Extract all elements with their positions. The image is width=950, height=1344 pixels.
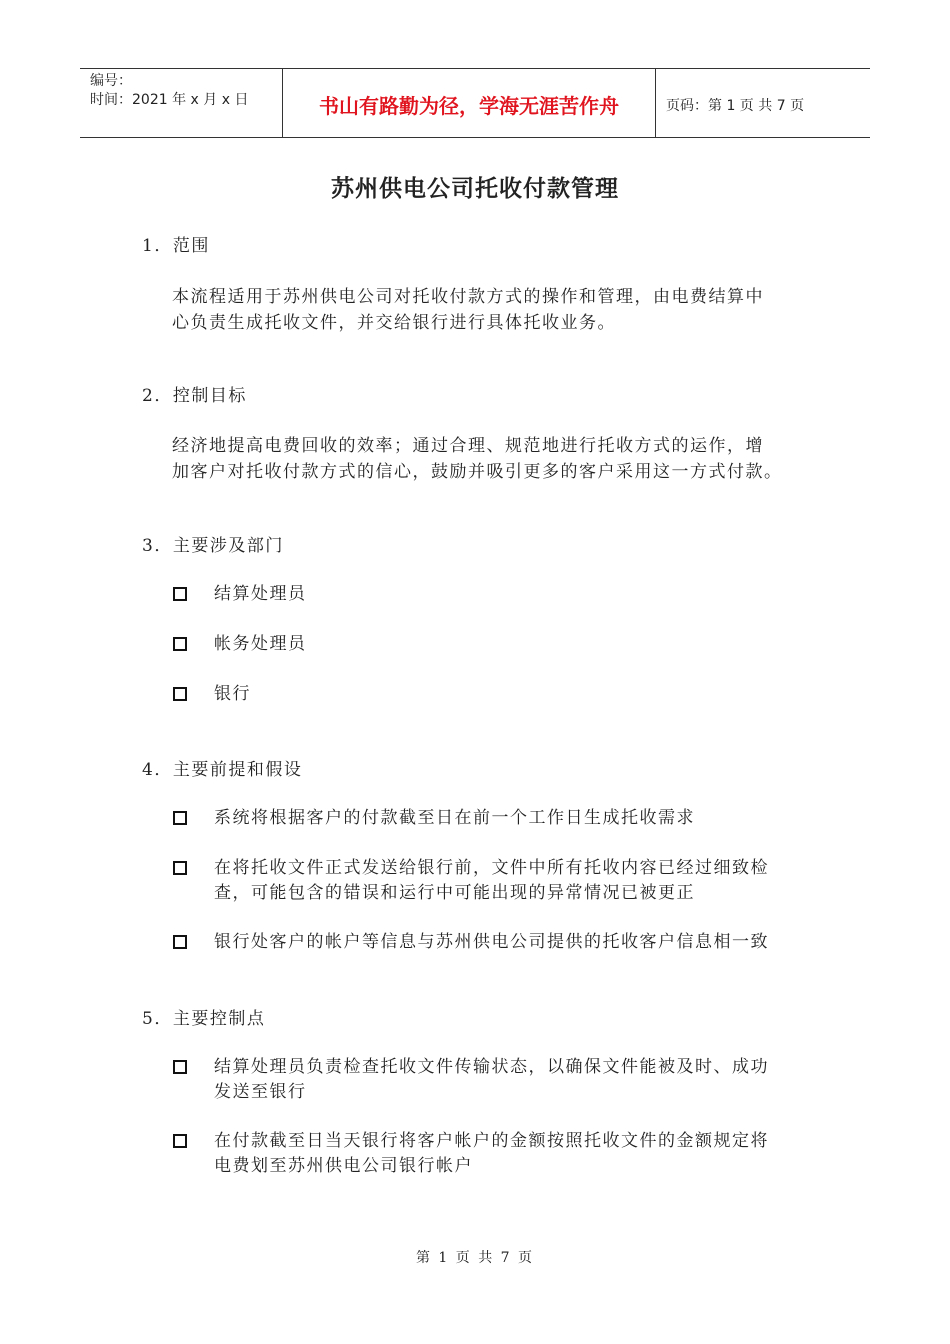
checkbox-bullet-icon (173, 861, 187, 875)
list-item: 结算处理员负责检查托收文件传输状态，以确保文件能被及时、成功 (214, 1057, 769, 1077)
list-item: 银行 (214, 684, 251, 704)
page-footer: 第 1 页 共 7 页 (415, 1250, 535, 1266)
document-date-label: 时间：2021 年 x 月 x 日 (90, 92, 249, 108)
list-item: 系统将根据客户的付款截至日在前一个工作日生成托收需求 (214, 808, 695, 828)
document-title: 苏州供电公司托收付款管理 (331, 176, 619, 202)
section-heading: 3．主要涉及部门 (142, 536, 284, 556)
list-item: 在付款截至日当天银行将客户帐户的金额按照托收文件的金额规定将 (214, 1131, 769, 1151)
checkbox-bullet-icon (173, 811, 187, 825)
list-item-continuation: 发送至银行 (214, 1082, 307, 1102)
list-item: 在将托收文件正式发送给银行前，文件中所有托收内容已经过细致检 (214, 858, 769, 878)
checkbox-bullet-icon (173, 1060, 187, 1074)
document-number-label: 编号： (90, 73, 132, 89)
list-item: 帐务处理员 (214, 634, 307, 654)
list-item: 银行处客户的帐户等信息与苏州供电公司提供的托收客户信息相一致 (214, 932, 769, 952)
header-page-cell (656, 69, 870, 137)
list-item: 结算处理员 (214, 584, 307, 604)
list-item-continuation: 查，可能包含的错误和运行中可能出现的异常情况已被更正 (214, 883, 695, 903)
section-paragraph-line: 心负责生成托收文件，并交给银行进行具体托收业务。 (172, 313, 616, 333)
header-motto-cell (282, 69, 656, 137)
section-heading: 4．主要前提和假设 (142, 760, 303, 780)
section-heading: 5．主要控制点 (142, 1009, 266, 1029)
section-heading: 1．范围 (142, 236, 210, 256)
section-heading: 2．控制目标 (142, 386, 247, 406)
section-paragraph-line: 经济地提高电费回收的效率；通过合理、规范地进行托收方式的运作，增 (172, 436, 764, 456)
checkbox-bullet-icon (173, 637, 187, 651)
checkbox-bullet-icon (173, 587, 187, 601)
header-page-info: 页码：第 1 页 共 7 页 (666, 98, 805, 114)
header-motto: 书山有路勤为径，学海无涯苦作舟 (319, 94, 619, 118)
checkbox-bullet-icon (173, 935, 187, 949)
checkbox-bullet-icon (173, 1134, 187, 1148)
section-paragraph-line: 本流程适用于苏州供电公司对托收付款方式的操作和管理，由电费结算中 (172, 287, 764, 307)
section-paragraph-line: 加客户对托收付款方式的信心，鼓励并吸引更多的客户采用这一方式付款。 (172, 462, 783, 482)
list-item-continuation: 电费划至苏州供电公司银行帐户 (214, 1156, 473, 1176)
checkbox-bullet-icon (173, 687, 187, 701)
header-meta-cell (80, 69, 282, 137)
page-header (80, 68, 870, 138)
